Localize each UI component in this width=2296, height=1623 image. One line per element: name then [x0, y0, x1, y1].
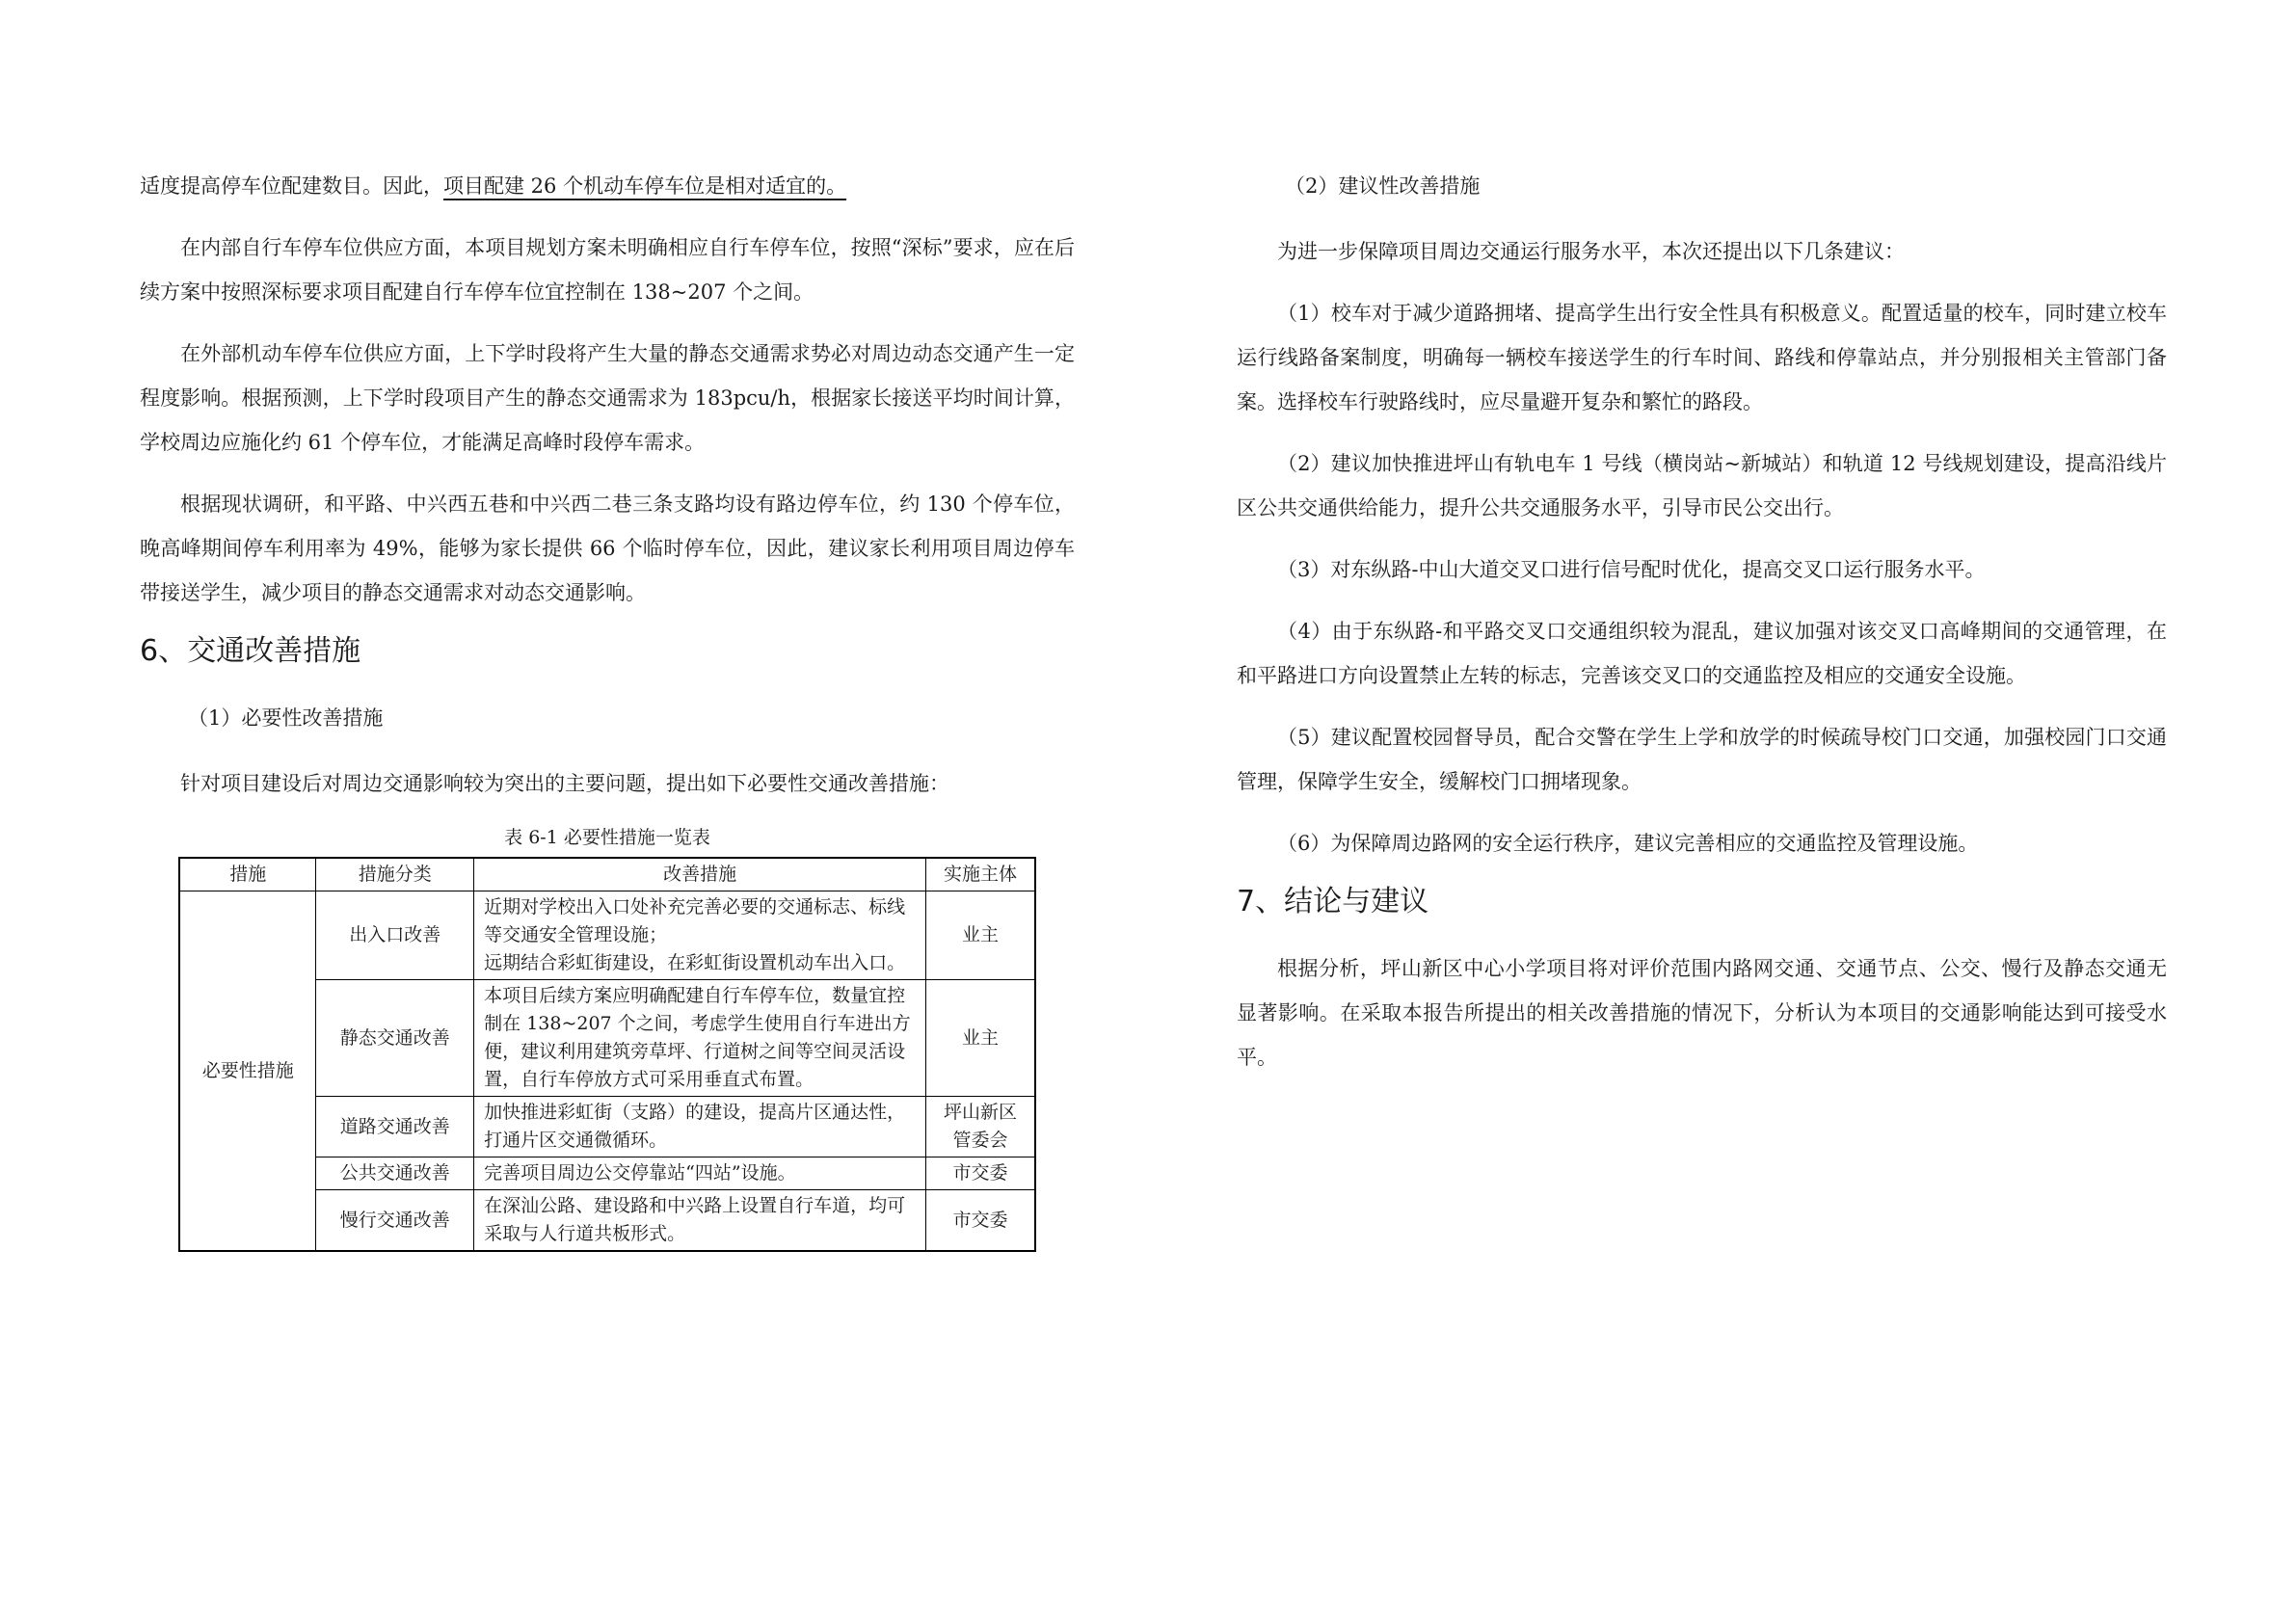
- measures-cell: [474, 1190, 926, 1252]
- paragraph-text: 适度提高停车位配建数目。因此，: [140, 174, 443, 198]
- paragraph-parking-conclusion: [140, 164, 1075, 208]
- category-cell: 道路交通改善: [316, 1097, 474, 1157]
- agency-cell: 市交委: [926, 1157, 1035, 1190]
- table-header-row: [179, 858, 1035, 891]
- column-header: 改善措施: [474, 858, 926, 891]
- underlined-text: 项目配建 26 个机动车停车位是相对适宜的。: [443, 174, 847, 198]
- measure-line: 近期对学校出入口处补充完善必要的交通标志、标线等交通安全管理设施；: [484, 896, 906, 945]
- measure-line: 完善项目周边公交停靠站“四站”设施。: [484, 1162, 796, 1184]
- category-cell: 静态交通改善: [316, 980, 474, 1097]
- paragraph-bicycle-parking: 在内部自行车停车位供应方面，本项目规划方案未明确相应自行车停车位，按照“深标”要求，应在后续方案中按照深标要求项目配建自行车停车位宜控制在 138~207 个之间。: [140, 236, 1075, 304]
- measures-cell: [474, 980, 926, 1097]
- measures-table: [178, 857, 1036, 1252]
- agency-cell: 市交委: [926, 1190, 1035, 1252]
- category-cell: 公共交通改善: [316, 1157, 474, 1190]
- measures-cell: [474, 1097, 926, 1157]
- agency-cell: 业主: [926, 891, 1035, 980]
- subheading-necessary-measures: （1）必要性改善措施: [188, 706, 384, 730]
- category-cell: 出入口改善: [316, 891, 474, 980]
- agency-cell: 坪山新区管委会: [926, 1097, 1035, 1157]
- paragraph-intro-suggested: 为进一步保障项目周边交通运行服务水平，本次还提出以下几条建议：: [1277, 240, 1905, 263]
- suggestion-item: （2）建议加快推进坪山有轨电车 1 号线（横岗站~新城站）和轨道 12 号线规划建设，提高沿线片区公共交通供给能力，提升公共交通服务水平，引导市民公交出行。: [1237, 452, 2167, 519]
- column-header: 措施: [179, 858, 316, 891]
- suggestion-item: （3）对东纵路-中山大道交叉口进行信号配时优化，提高交叉口运行服务水平。: [1277, 558, 1986, 581]
- right-column: [1237, 164, 2167, 1097]
- suggestion-item: （4）由于东纵路-和平路交叉口交通组织较为混乱，建议加强对该交叉口高峰期间的交通管理，在和平路进口方向设置禁止左转的标志，完善该交叉口的交通监控及相应的交通安全设施。: [1237, 620, 2167, 687]
- left-column: [140, 164, 1075, 1252]
- category-cell: 慢行交通改善: [316, 1190, 474, 1252]
- suggestion-item: （6）为保障周边路网的安全运行秩序，建议完善相应的交通监控及管理设施。: [1277, 832, 1979, 855]
- measures-cell: [474, 1157, 926, 1190]
- group-label-cell: 必要性措施: [179, 891, 316, 1252]
- paragraph-roadside-parking: 根据现状调研，和平路、中兴西五巷和中兴西二巷三条支路均设有路边停车位，约 130 个停车位，晚高峰期间停车利用率为 49%，能够为家长提供 66 个临时停车位，因此，建议家长利用项目周边停车带接送学生，减少项目的静态交通需求对动态交通影响。: [140, 492, 1075, 604]
- suggestion-item: （5）建议配置校园督导员，配合交警在学生上学和放学的时候疏导校门口交通，加强校园门口交通管理，保障学生安全，缓解校门口拥堵现象。: [1237, 726, 2167, 793]
- measure-line: 加快推进彩虹街（支路）的建设，提高片区通达性，打通片区交通微循环。: [484, 1102, 906, 1151]
- measure-line: 远期结合彩虹街建设，在彩虹街设置机动车出入口。: [484, 952, 906, 973]
- measure-line: 在深汕公路、建设路和中兴路上设置自行车道，均可采取与人行道共板形式。: [484, 1195, 906, 1244]
- measures-cell: [474, 891, 926, 980]
- paragraph-intro-necessary: 针对项目建设后对周边交通影响较为突出的主要问题，提出如下必要性交通改善措施：: [180, 772, 949, 795]
- column-header: 实施主体: [926, 858, 1035, 891]
- table-caption: 表 6-1 必要性措施一览表: [504, 827, 710, 848]
- paragraph-external-parking: 在外部机动车停车位供应方面，上下学时段将产生大量的静态交通需求势必对周边动态交通产生一定程度影响。根据预测，上下学时段项目产生的静态交通需求为 183pcu/h，根据家长接送平均时间计算，学校周边应施化约 61 个停车位，才能满足高峰时段停车需求。: [140, 342, 1075, 454]
- paragraph-conclusion: 根据分析，坪山新区中心小学项目将对评价范围内路网交通、交通节点、公交、慢行及静态交通无显著影响。在采取本报告所提出的相关改善措施的情况下，分析认为本项目的交通影响能达到可接受水平。: [1237, 957, 2167, 1069]
- section-heading-7: 7、结论与建议: [1237, 885, 1429, 918]
- column-header: 措施分类: [316, 858, 474, 891]
- agency-cell: 业主: [926, 980, 1035, 1097]
- suggestion-item: （1）校车对于减少道路拥堵、提高学生出行安全性具有积极意义。配置适量的校车，同时建立校车运行线路备案制度，明确每一辆校车接送学生的行车时间、路线和停靠站点，并分别报相关主管部门备案。选择校车行驶路线时，应尽量避开复杂和繁忙的路段。: [1237, 302, 2167, 413]
- section-heading-6: 6、交通改善措施: [140, 634, 361, 668]
- subheading-suggested-measures: （2）建议性改善措施: [1285, 174, 1481, 198]
- table-row: [179, 891, 1035, 980]
- measure-line: 本项目后续方案应明确配建自行车停车位，数量宜控制在 138~207 个之间，考虑学生使用自行车进出方便，建议利用建筑旁草坪、行道树之间等空间灵活设置，自行车停放方式可采用垂直式布置。: [484, 985, 911, 1090]
